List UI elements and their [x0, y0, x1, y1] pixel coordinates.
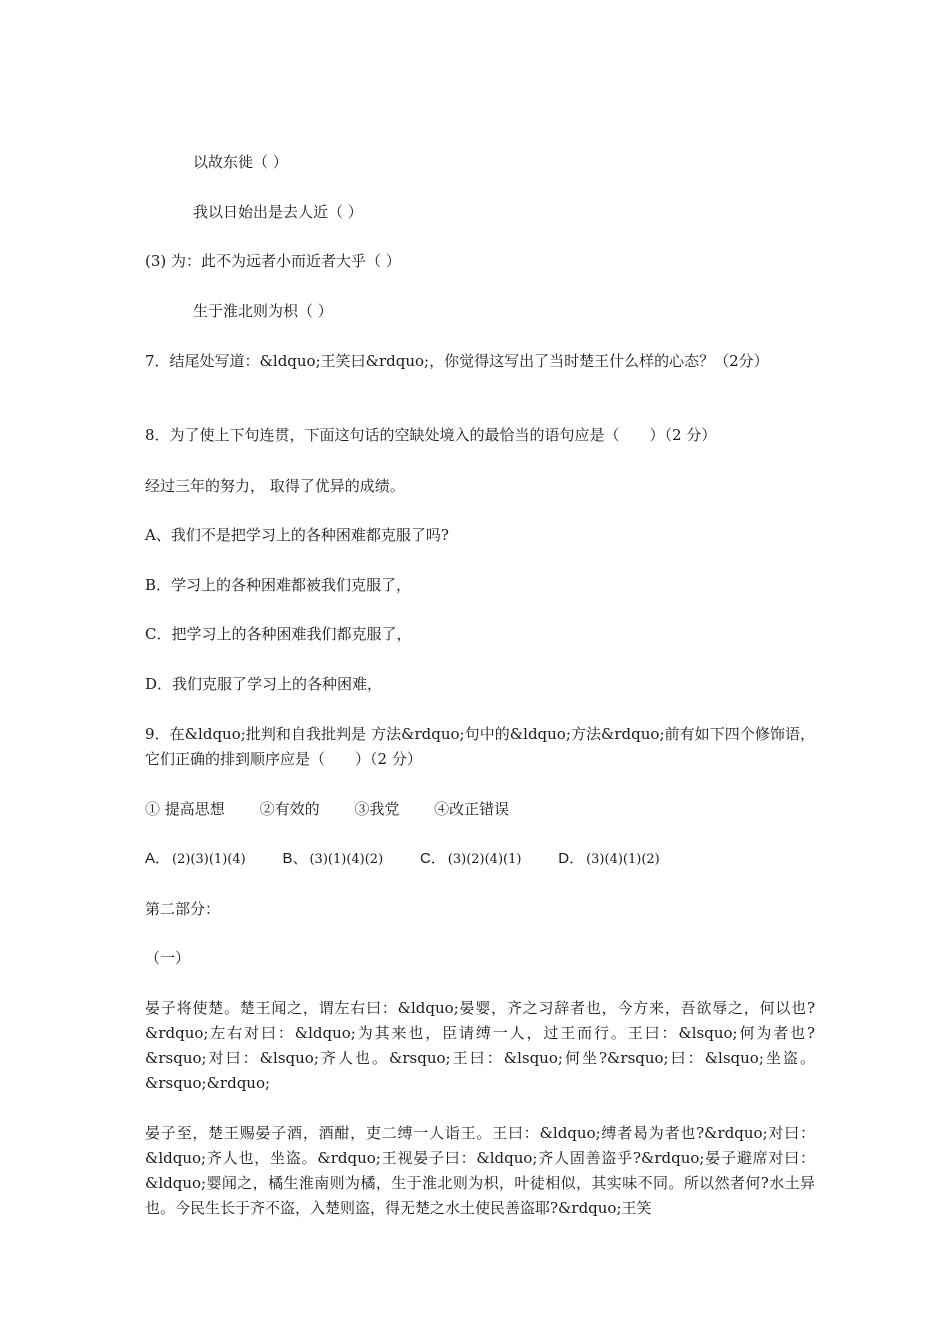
choice-d: D． (3)(4)(1)(2) [558, 850, 660, 867]
question-9-choices [145, 846, 815, 872]
question-8-sentence: 经过三年的努力， 取得了优异的成绩。 [145, 477, 405, 495]
question-8-option-b: B．学习上的各种困难都被我们克服了， [145, 576, 412, 594]
choice-b: B、 (3)(1)(4)(2) [282, 850, 384, 867]
choice-c: C． (3)(2)(4)(1) [419, 850, 522, 867]
passage-paragraph-1: 晏子将使楚。楚王闻之，谓左右曰：&ldquo;晏婴，齐之习辞者也，今方来，吾欲辱之，何以也?&rdquo;左右对曰：&ldquo;为其来也，臣请缚一人，过王而行。王曰：&lsquo;何为者也?&rsquo;对曰：&lsquo;齐人也。&rsquo;王曰：&lsquo;何坐?&rsquo;曰：&lsquo;坐盗。&rsquo;&rdquo; [145, 999, 815, 1092]
question-8-option-c: C．把学习上的各种困难我们都克服了， [145, 625, 412, 643]
question-9: 9．在&ldquo;批判和自我批判是 方法&rdquo;句中的&ldquo;方法&rdquo;前有如下四个修饰语，它们正确的排到顺序应是（ ）（2 分） [145, 725, 815, 768]
question-9-items [145, 797, 815, 822]
part-two-subheading: （一） [145, 949, 191, 967]
answer-line-3: (3) 为：此不为远者小而近者大乎（ ） [145, 252, 401, 270]
modifier-item: ① 提高思想 [145, 800, 225, 818]
answer-line-1: 以故东徙（ ） [193, 153, 288, 171]
question-7: 7．结尾处写道：&ldquo;王笑曰&rdquo;，你觉得这写出了当时楚王什么样的心态？（2分） [145, 352, 769, 370]
answer-line-2: 我以日始出是去人近（ ） [193, 203, 363, 221]
choice-a: A． (2)(3)(1)(4) [145, 850, 246, 867]
question-8: 8．为了使上下句连贯，下面这句话的空缺处境入的最恰当的语句应是（ ）（2 分） [145, 426, 717, 444]
question-8-option-a: A、我们不是把学习上的各种困难都克服了吗? [145, 526, 449, 544]
modifier-item: ②有效的 [259, 800, 320, 818]
passage-paragraph-2: 晏子至，楚王赐晏子酒，酒酣，吏二缚一人诣王。王曰：&ldquo;缚者曷为者也?&rdquo;对曰：&ldquo;齐人也，坐盗。&rdquo;王视晏子曰：&ldquo;齐人固善盗乎?&rdquo;晏子避席对曰：&ldquo;婴闻之，橘生淮南则为橘，生于淮北则为枳，叶徒相似，其实味不同。所以然者何?水土异也。今民生长于齐不盗，入楚则盗，得无楚之水土使民善盗耶?&rdquo;王笑 [145, 1124, 815, 1217]
question-8-option-d: D．我们克服了学习上的各种困难， [145, 675, 383, 693]
answer-line-4: 生于淮北则为枳（ ） [193, 302, 333, 320]
modifier-item: ④改正错误 [434, 800, 510, 818]
modifier-item: ③我党 [354, 800, 400, 818]
part-two-heading: 第二部分： [145, 900, 221, 918]
